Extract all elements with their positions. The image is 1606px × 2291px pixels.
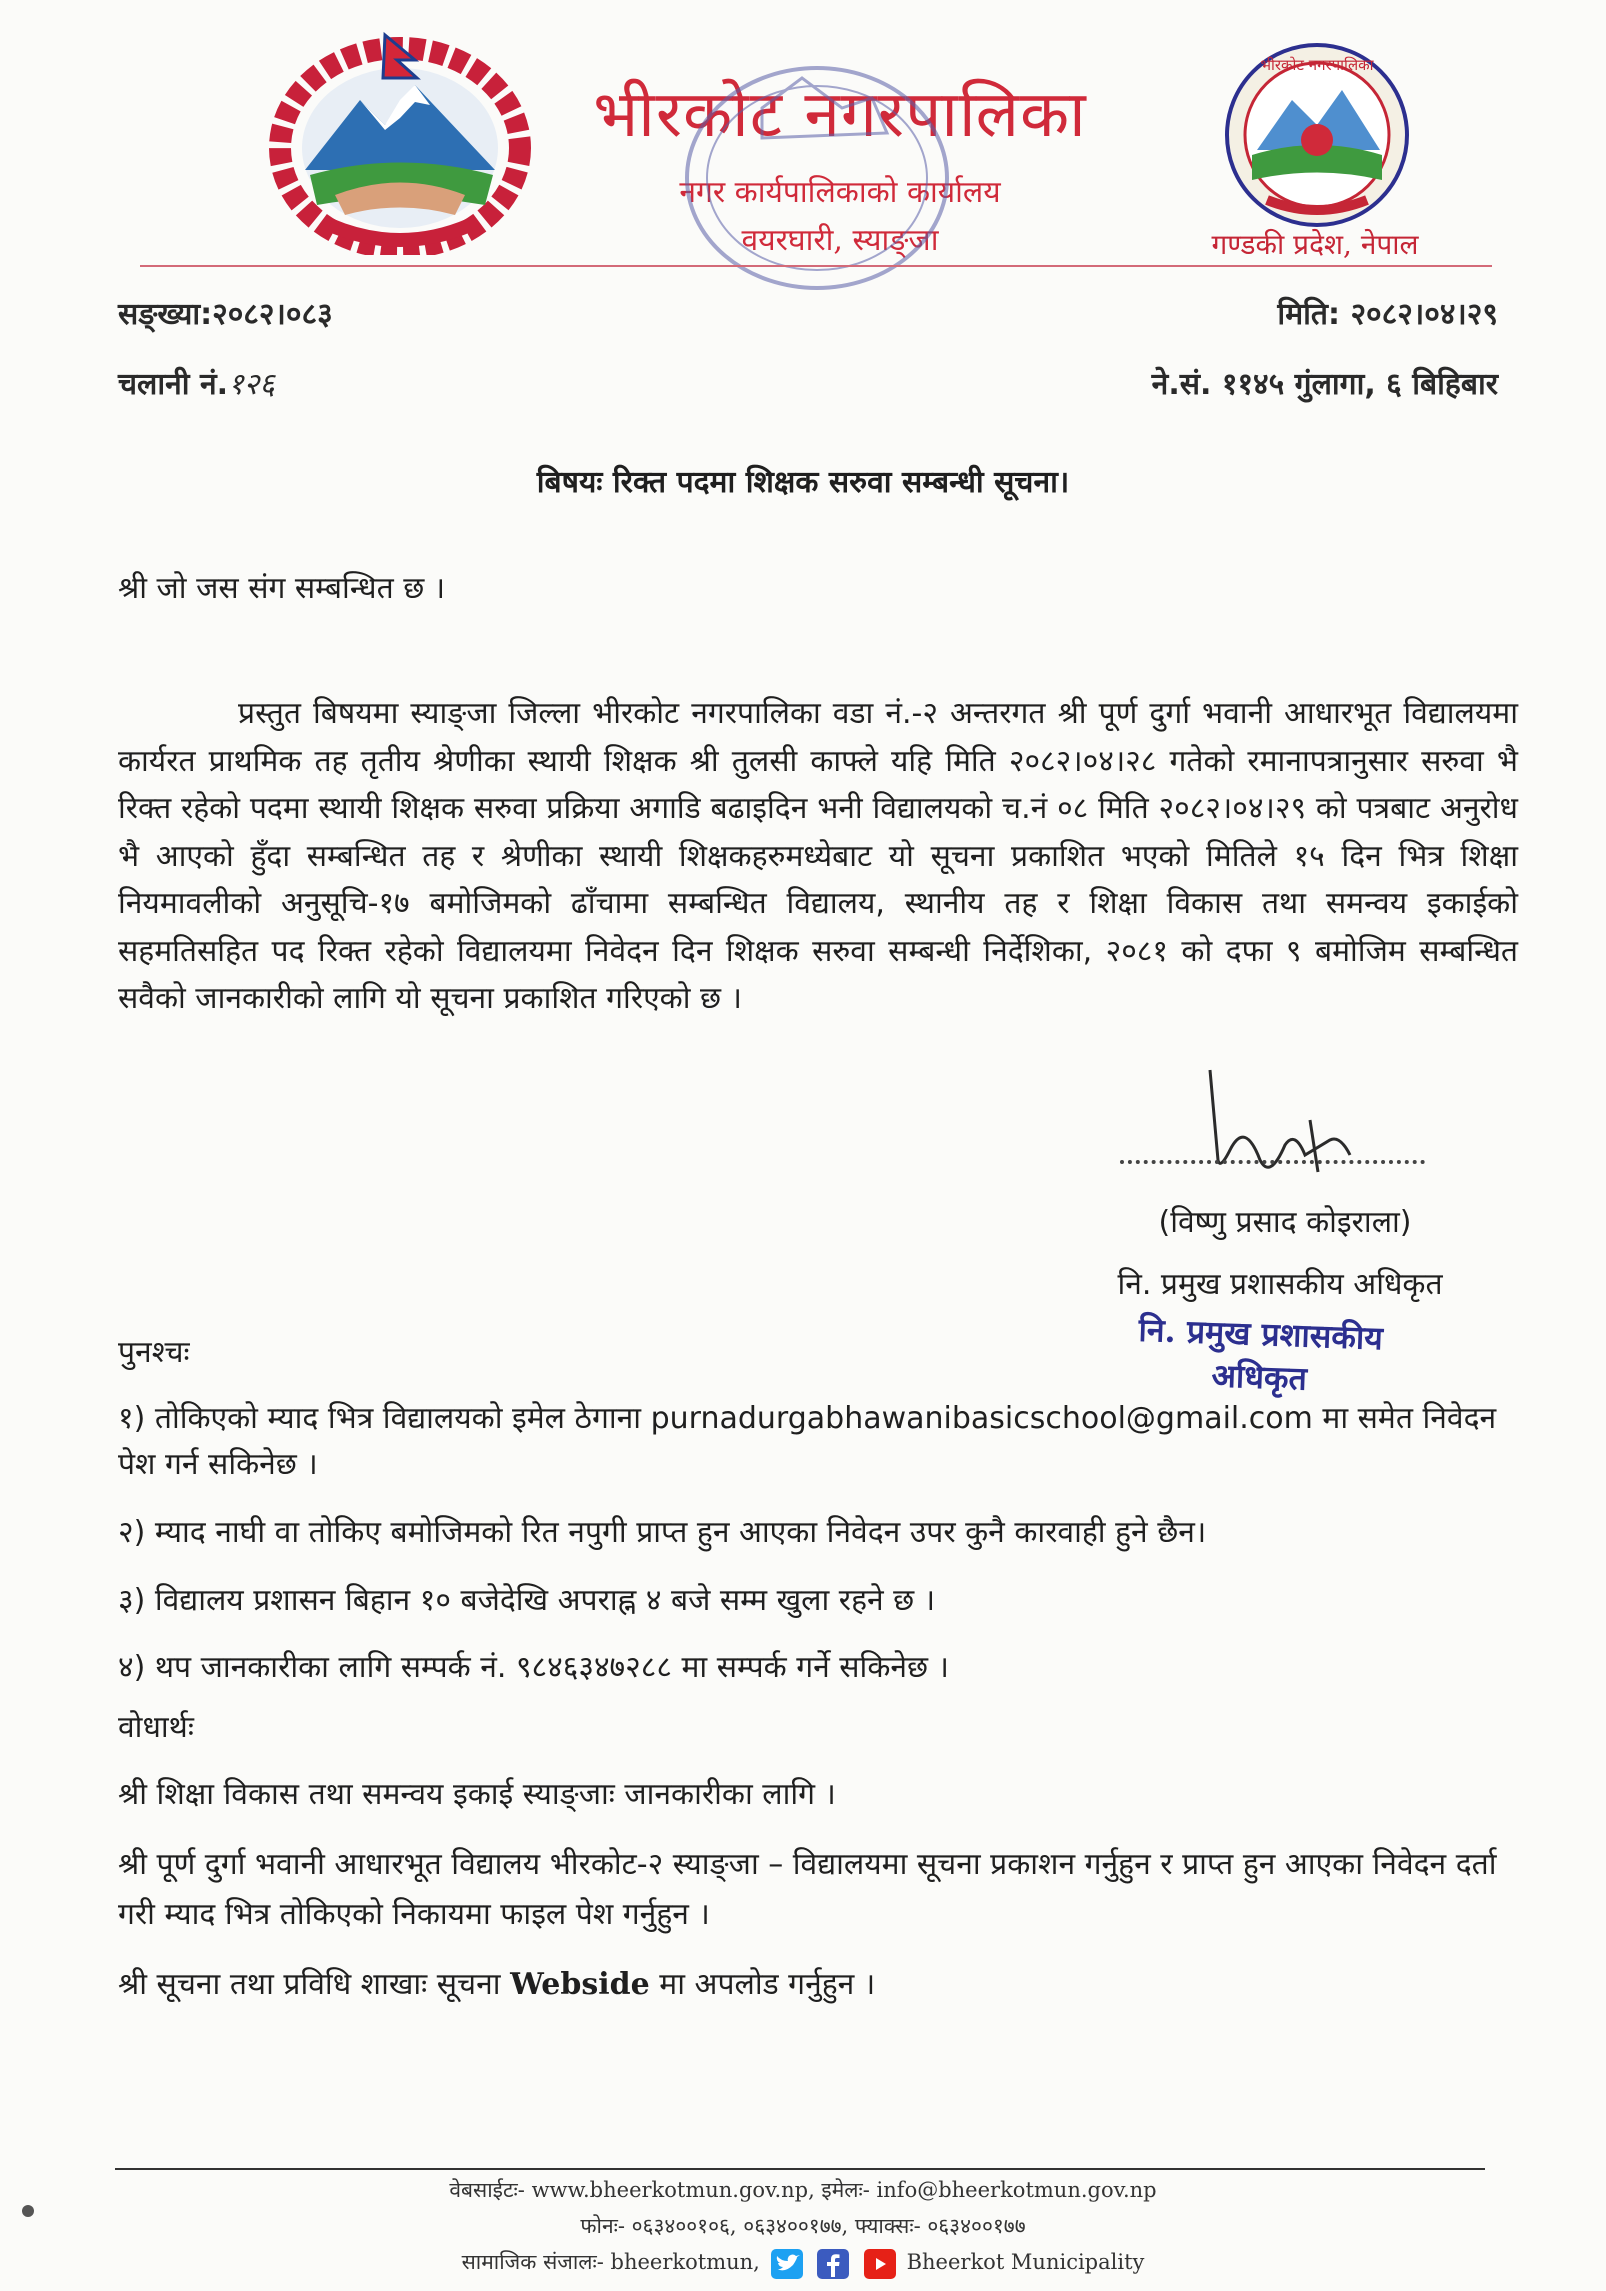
information-item: श्री शिक्षा विकास तथा समन्वय इकाई स्याङ्जाः जानकारीका लागि । bbox=[118, 1777, 836, 1812]
scan-speck bbox=[22, 2205, 34, 2217]
issue-date bbox=[1277, 292, 1498, 333]
ref-value: २०८२।०८३ bbox=[212, 297, 333, 332]
office-stamp-icon bbox=[672, 48, 962, 308]
notice-body: प्रस्तुत बिषयमा स्याङ्जा जिल्ला भीरकोट नगरपालिका वडा नं.-२ अन्तरगत श्री पूर्ण दुर्गा भवानी आधारभूत विद्यालयमा कार्यरत प्राथमिक तह तृतीय श्रेणीका स्थायी शिक्षक श्री तुलसी काफ्ले यहि मिति २०८२।०४।२८ गतेको रमानापत्रानुसार सरुवा भै रिक्त रहेको पदमा स्थायी शिक्षक सरुवा प्रक्रिया अगाडि बढाइदिन भनी विद्यालयको च.नं ०८ मिति २०८२।०४।२९ को पत्रबाट अनुरोध भै आएको हुँदा सम्बन्धित तह र श्रेणीका स्थायी शिक्षकहरुमध्येबाट यो सूचना प्रकाशित भएको मितिले १५ दिन भित्र शिक्षा नियमावलीको अनुसूचि-१७ बमोजिमको ढाँचामा सम्बन्धित विद्यालय, स्थानीय तह र शिक्षा विकास तथा समन्वय इकाईको सहमतिसहित पद रिक्त रहेको विद्यालयमा निवेदन दिन शिक्षक सरुवा सम्बन्धी निर्देशिका, २०८१ को दफा ९ बमोजिम सम्बन्धित सवैको जानकारीको लागि यो सूचना प्रकाशित गरिएको छ । bbox=[118, 696, 1518, 1016]
addressee-line: श्री जो जस संग सम्बन्धित छ । bbox=[118, 571, 446, 606]
postscript-item: १) तोकिएको म्याद भित्र विद्यालयको इमेल ठेगाना purnadurgabhawanibasicschool@gmail.com मा समेत निवेदन पेश गर्न सकिनेछ । bbox=[118, 1401, 1497, 1482]
postscript-heading: पुनश्चः bbox=[118, 1335, 190, 1370]
youtube-icon[interactable] bbox=[864, 2249, 896, 2279]
postscript-item: ३) विद्यालय प्रशासन बिहान १० बजेदेखि अपराह्न ४ बजे सम्म खुला रहने छ । bbox=[118, 1583, 936, 1618]
date-label: मिति: bbox=[1277, 297, 1340, 332]
municipality-logo-icon bbox=[1222, 40, 1412, 230]
date-value: २०८२।०४।२९ bbox=[1350, 297, 1498, 332]
facebook-icon[interactable] bbox=[817, 2249, 849, 2279]
signatory-name: (विष्णु प्रसाद कोइराला) bbox=[1158, 1205, 1412, 1240]
info3-suffix: मा अपलोड गर्नुहुन । bbox=[659, 1967, 876, 2002]
social-label: सामाजिक संजालः- bheerkotmun, bbox=[461, 2250, 760, 2274]
twitter-icon[interactable] bbox=[771, 2249, 803, 2279]
signature-dotted-line bbox=[1120, 1160, 1425, 1164]
signatory-title: नि. प्रमुख प्रशासकीय अधिकृत bbox=[1117, 1267, 1443, 1302]
handwritten-signature bbox=[1190, 1060, 1390, 1200]
nepal-emblem-icon bbox=[265, 30, 535, 255]
nepal-sambat-date: ने.सं. ११४५ गुंलागा, ६ बिहिबार bbox=[1151, 367, 1498, 402]
province-name: गण्डकी प्रदेश, नेपाल bbox=[1211, 228, 1419, 261]
subject-line: बिषयः रिक्त पदमा शिक्षक सरुवा सम्बन्धी सूचना। bbox=[536, 465, 1070, 500]
dispatch-label: चलानी नं. bbox=[118, 367, 229, 402]
office-address: वयरघारी, स्याङ्जा bbox=[741, 223, 939, 258]
footer-contact-phone: फोनः- ०६३४००१०६, ०६३४००१७७, फ्याक्सः- ०६३४००१७७ bbox=[580, 2214, 1026, 2238]
reference-number bbox=[118, 292, 333, 333]
designation-stamp-text: नि. प्रमुख प्रशासकीय अधिकृत bbox=[1137, 1310, 1384, 1398]
information-item bbox=[118, 1960, 1518, 2010]
footer-social bbox=[0, 2248, 1606, 2279]
info3-bold: Webside bbox=[510, 1967, 650, 2002]
logo-label: भीरकोट नगरपालिका bbox=[1260, 56, 1374, 74]
header-divider bbox=[140, 265, 1492, 267]
postscript-item: ४) थप जानकारीका लागि सम्पर्क नं. ९८४६३४७२८८ मा सम्पर्क गर्ने सकिनेछ । bbox=[118, 1650, 949, 1685]
ref-label: सङ्ख्या: bbox=[118, 297, 213, 332]
municipality-title: भीरकोट नगरपालिका bbox=[593, 78, 1087, 152]
footer-divider bbox=[115, 2168, 1485, 2170]
office-name: नगर कार्यपालिकाको कार्यालय bbox=[679, 175, 1001, 210]
information-heading: वोधार्थः bbox=[118, 1710, 194, 1745]
dispatch-value: १२६ bbox=[228, 367, 275, 402]
postscript-item: २) म्याद नाघी वा तोकिए बमोजिमको रित नपुगी प्राप्त हुन आएका निवेदन उपर कुनै कारवाही हुने छैन। bbox=[118, 1515, 1207, 1550]
information-item: श्री पूर्ण दुर्गा भवानी आधारभूत विद्यालय भीरकोट-२ स्याङ्जा – विद्यालयमा सूचना प्रकाशन गर्नुहुन र प्राप्त हुन आएका निवेदन दर्ता गरी म्याद भित्र तोकिएको निकायमा फाइल पेश गर्नुहुन । bbox=[118, 1847, 1497, 1932]
social-name: Bheerkot Municipality bbox=[906, 2250, 1145, 2274]
dispatch-number bbox=[118, 362, 275, 403]
footer-contact-web: वेबसाईटः- www.bheerkotmun.gov.np, इमेलः- info@bheerkotmun.gov.np bbox=[449, 2178, 1157, 2202]
info3-prefix: श्री सूचना तथा प्रविधि शाखाः सूचना bbox=[118, 1967, 501, 2002]
